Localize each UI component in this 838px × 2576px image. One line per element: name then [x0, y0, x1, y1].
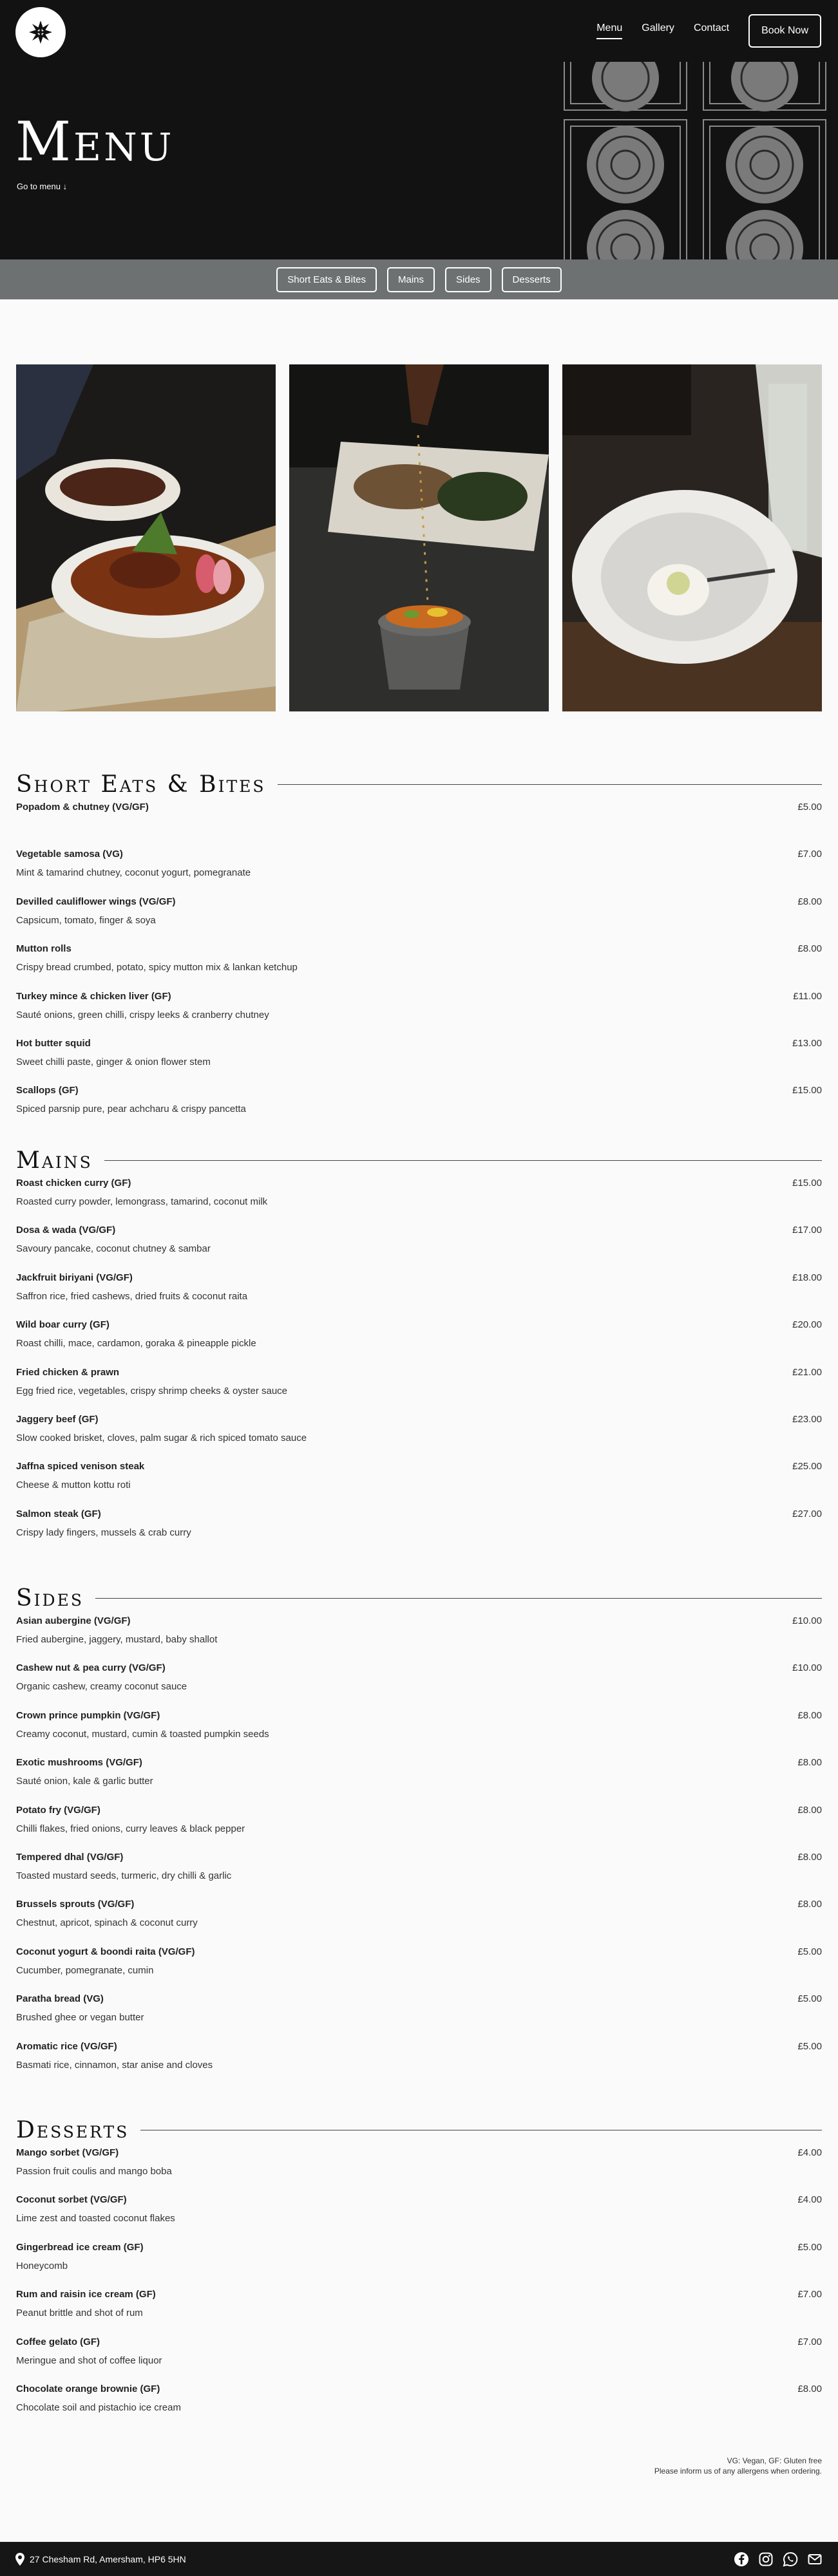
menu-item-price: £15.00 [792, 1178, 822, 1189]
go-to-menu-label: Go to menu [17, 182, 61, 191]
menu-item [16, 2286, 822, 2333]
page-title: Menu [15, 110, 175, 173]
menu-item-name: Exotic mushrooms (VG/GF) [16, 1757, 142, 1769]
menu-item-description: Brushed ghee or vegan butter [16, 2012, 144, 2024]
menu-item-description: Cucumber, pomegranate, cumin [16, 1964, 154, 1976]
menu-item-name: Salmon steak (GF) [16, 1508, 101, 1519]
book-now-button[interactable]: Book Now [748, 14, 821, 48]
section-header [16, 1145, 822, 1175]
social-links [725, 2552, 823, 2567]
menu-item-description: Honeycomb [16, 2260, 68, 2271]
menu-item-description: Crispy bread crumbed, potato, spicy mutton mix & lankan ketchup [16, 962, 298, 973]
menu-item-description: Capsicum, tomato, finger & soya [16, 914, 156, 926]
mail-icon[interactable] [807, 2552, 823, 2567]
nav-contact[interactable]: Contact [693, 23, 730, 33]
nav-gallery[interactable]: Gallery [642, 23, 674, 33]
menu-item-price: £5.00 [797, 802, 822, 813]
decorative-panels [562, 62, 838, 259]
menu-item-name: Jaffna spiced venison steak [16, 1461, 145, 1472]
menu-item [16, 894, 822, 941]
menu-item [16, 1944, 822, 1991]
menu-item-name: Vegetable samosa (VG) [16, 849, 123, 860]
location-pin-icon [15, 2553, 24, 2566]
menu-item-name: Fried chicken & prawn [16, 1366, 120, 1378]
menu-item-name: Devilled cauliflower wings (VG/GF) [16, 896, 176, 907]
menu-item-description: Crispy lady fingers, mussels & crab curry [16, 1527, 191, 1538]
menu-item-price: £8.00 [797, 1851, 822, 1863]
menu-item-name: Gingerbread ice cream (GF) [16, 2241, 144, 2253]
menu-item [16, 799, 822, 846]
category-sides-button[interactable]: Sides [445, 267, 491, 292]
menu-item-description: Peanut brittle and shot of rum [16, 2308, 143, 2319]
menu-item-price: £5.00 [797, 2241, 822, 2253]
menu-item-price: £5.00 [797, 1993, 822, 2005]
menu-item-description: Passion fruit coulis and mango boba [16, 2166, 172, 2177]
section-title: Short Eats & Bites [16, 771, 266, 798]
menu-item-name: Potato fry (VG/GF) [16, 1804, 100, 1816]
menu-item [16, 1082, 822, 1129]
menu-item-name: Brussels sprouts (VG/GF) [16, 1899, 135, 1910]
category-short-eats-button[interactable]: Short Eats & Bites [276, 267, 377, 292]
menu-item-name: Cashew nut & pea curry (VG/GF) [16, 1662, 166, 1674]
menu-item [16, 2334, 822, 2381]
food-photo-curry-bowls [16, 364, 276, 711]
category-mains-button[interactable]: Mains [387, 267, 435, 292]
menu-item-description: Egg fried rice, vegetables, crispy shrimp cheeks & oyster sauce [16, 1385, 288, 1396]
main-nav [596, 14, 821, 48]
menu-item-name: Mutton rolls [16, 943, 71, 955]
menu-item-price: £25.00 [792, 1461, 822, 1472]
menu-item-name: Turkey mince & chicken liver (GF) [16, 990, 171, 1002]
section-header [16, 1583, 822, 1613]
menu-item-description: Cheese & mutton kottu roti [16, 1480, 131, 1491]
menu-item-name: Jackfruit biriyani (VG/GF) [16, 1272, 133, 1283]
menu-item-name: Rum and raisin ice cream (GF) [16, 2289, 156, 2300]
address-text: 27 Chesham Rd, Amersham, HP6 5HN [30, 2554, 186, 2564]
category-desserts-button[interactable]: Desserts [502, 267, 562, 292]
menu-item-price: £20.00 [792, 1319, 822, 1331]
menu-item-price: £8.00 [797, 943, 822, 955]
section-title: Sides [16, 1584, 84, 1612]
menu-item-name: Popadom & chutney (VG/GF) [16, 802, 149, 813]
menu-item [16, 2239, 822, 2286]
menu-item-price: £4.00 [797, 2147, 822, 2158]
section-mains [16, 1145, 822, 1553]
menu-item-description: Organic cashew, creamy coconut sauce [16, 1681, 187, 1693]
menu-item-price: £10.00 [792, 1615, 822, 1626]
menu-item-name: Asian aubergine (VG/GF) [16, 1615, 131, 1626]
menu-item-price: £8.00 [797, 1899, 822, 1910]
logo[interactable] [15, 7, 66, 57]
menu-item [16, 1458, 822, 1505]
menu-item-price: £11.00 [793, 990, 822, 1002]
menu-item-description: Meringue and shot of coffee liquor [16, 2355, 162, 2366]
go-to-menu-link[interactable] [17, 182, 67, 191]
menu-item [16, 2145, 822, 2192]
menu-item-description: Chilli flakes, fried onions, curry leaves & black pepper [16, 1823, 245, 1834]
section-desserts [16, 2115, 822, 2428]
menu-item-name: Roast chicken curry (GF) [16, 1178, 131, 1189]
menu-item [16, 1317, 822, 1364]
food-photo-ice-cream [562, 364, 822, 711]
menu-item [16, 1896, 822, 1943]
menu-item [16, 1506, 822, 1553]
menu-item-name: Chocolate orange brownie (GF) [16, 2383, 160, 2394]
menu-item [16, 1802, 822, 1849]
menu-item-price: £8.00 [797, 1804, 822, 1816]
section-divider [278, 784, 822, 785]
menu-item-description: Spiced parsnip pure, pear achcharu & crispy pancetta [16, 1104, 246, 1115]
menu-item-description: Sauté onions, green chilli, crispy leeks & cranberry chutney [16, 1009, 269, 1020]
menu-item-name: Hot butter squid [16, 1037, 91, 1049]
menu-item-name: Crown prince pumpkin (VG/GF) [16, 1709, 160, 1721]
menu-item-price: £7.00 [797, 2336, 822, 2347]
menu-item-description: Roast chilli, mace, cardamon, goraka & pineapple pickle [16, 1338, 256, 1349]
menu-item-price: £17.00 [792, 1225, 822, 1236]
menu-item-price: £13.00 [792, 1037, 822, 1049]
section-divider [104, 1160, 822, 1161]
menu-item-price: £21.00 [792, 1366, 822, 1378]
menu-item [16, 1707, 822, 1754]
menu-item-price: £8.00 [797, 1757, 822, 1769]
menu-item-price: £10.00 [792, 1662, 822, 1674]
menu-item-price: £7.00 [797, 849, 822, 860]
menu-item [16, 2038, 822, 2085]
facebook-icon[interactable] [734, 2552, 749, 2567]
menu-item [16, 1849, 822, 1896]
menu-item-price: £15.00 [792, 1085, 822, 1096]
allergen-warning: Please inform us of any allergens when ordering. [654, 2467, 822, 2476]
menu-item [16, 1175, 822, 1222]
menu-item-description: Toasted mustard seeds, turmeric, dry chilli & garlic [16, 1870, 232, 1881]
menu-item [16, 1613, 822, 1660]
food-photo-garnishing [289, 364, 549, 711]
menu-item-price: £5.00 [797, 1946, 822, 1957]
hero-header [0, 0, 838, 259]
menu-item [16, 1035, 822, 1082]
menu-item-price: £7.00 [797, 2289, 822, 2300]
menu-item [16, 941, 822, 988]
whatsapp-icon[interactable] [783, 2552, 798, 2567]
footer [0, 2542, 838, 2576]
menu-item-name: Paratha bread (VG) [16, 1993, 104, 2005]
menu-item-description: Creamy coconut, mustard, cumin & toasted pumpkin seeds [16, 1728, 269, 1740]
menu-item-price: £8.00 [797, 1709, 822, 1721]
nav-menu[interactable]: Menu [596, 23, 622, 39]
menu-item-name: Aromatic rice (VG/GF) [16, 2040, 117, 2052]
menu-item-price: £5.00 [797, 2040, 822, 2052]
menu-item-name: Coconut yogurt & boondi raita (VG/GF) [16, 1946, 195, 1957]
menu-item [16, 1270, 822, 1317]
menu-item-name: Coffee gelato (GF) [16, 2336, 100, 2347]
menu-item [16, 988, 822, 1035]
menu-item-description: Sauté onion, kale & garlic butter [16, 1776, 153, 1787]
menu-item [16, 846, 822, 893]
menu-item-price: £4.00 [797, 2194, 822, 2206]
menu-item-description: Lime zest and toasted coconut flakes [16, 2213, 175, 2224]
section-divider [95, 1598, 822, 1599]
menu-item-name: Scallops (GF) [16, 1085, 79, 1096]
section-title: Desserts [16, 2116, 129, 2143]
allergen-note [654, 2456, 822, 2476]
menu-item-name: Wild boar curry (GF) [16, 1319, 110, 1331]
menu-item-price: £27.00 [792, 1508, 822, 1519]
menu-item-description: Fried aubergine, jaggery, mustard, baby shallot [16, 1634, 218, 1645]
menu-item-description: Slow cooked brisket, cloves, palm sugar & rich spiced tomato sauce [16, 1432, 307, 1443]
menu-item-price: £8.00 [797, 896, 822, 907]
menu-item-description: Mint & tamarind chutney, coconut yogurt, pomegranate [16, 867, 251, 879]
menu-item [16, 1411, 822, 1458]
section-sides [16, 1583, 822, 2085]
menu-item-description: Saffron rice, fried cashews, dried fruits & coconut raita [16, 1290, 248, 1302]
menu-item-description: Roasted curry powder, lemongrass, tamarind, coconut milk [16, 1196, 268, 1207]
menu-item-description: Basmati rice, cinnamon, star anise and cloves [16, 2059, 213, 2071]
footer-address[interactable] [15, 2553, 186, 2566]
menu-item-name: Dosa & wada (VG/GF) [16, 1225, 116, 1236]
section-header [16, 2115, 822, 2145]
menu-item [16, 1991, 822, 2038]
menu-item-name: Jaggery beef (GF) [16, 1413, 99, 1425]
menu-item-description: Chestnut, apricot, spinach & coconut curry [16, 1917, 198, 1929]
instagram-icon[interactable] [758, 2552, 774, 2567]
menu-item-name: Coconut sorbet (VG/GF) [16, 2194, 127, 2206]
menu-item-name: Mango sorbet (VG/GF) [16, 2147, 119, 2158]
menu-item [16, 2381, 822, 2428]
allergen-key: VG: Vegan, GF: Gluten free [727, 2456, 822, 2465]
menu-item-name: Tempered dhal (VG/GF) [16, 1851, 124, 1863]
menu-item-price: £23.00 [792, 1413, 822, 1425]
menu-item-description: Sweet chilli paste, ginger & onion flower stem [16, 1056, 211, 1067]
menu-item [16, 1364, 822, 1411]
category-bar [0, 259, 838, 299]
menu-item [16, 2192, 822, 2239]
menu-item [16, 1222, 822, 1269]
section-title: Mains [16, 1147, 93, 1174]
section-header [16, 769, 822, 799]
menu-item-description: Chocolate soil and pistachio ice cream [16, 2402, 181, 2413]
lotus-logo-icon [26, 18, 55, 46]
menu-item-description: Savoury pancake, coconut chutney & sambar [16, 1243, 211, 1255]
menu-item-price: £18.00 [792, 1272, 822, 1283]
section-short-eats [16, 769, 822, 1130]
arrow-down-icon: ↓ [62, 182, 68, 191]
menu-item-price: £8.00 [797, 2383, 822, 2394]
menu-item [16, 1754, 822, 1801]
menu-item [16, 1660, 822, 1707]
